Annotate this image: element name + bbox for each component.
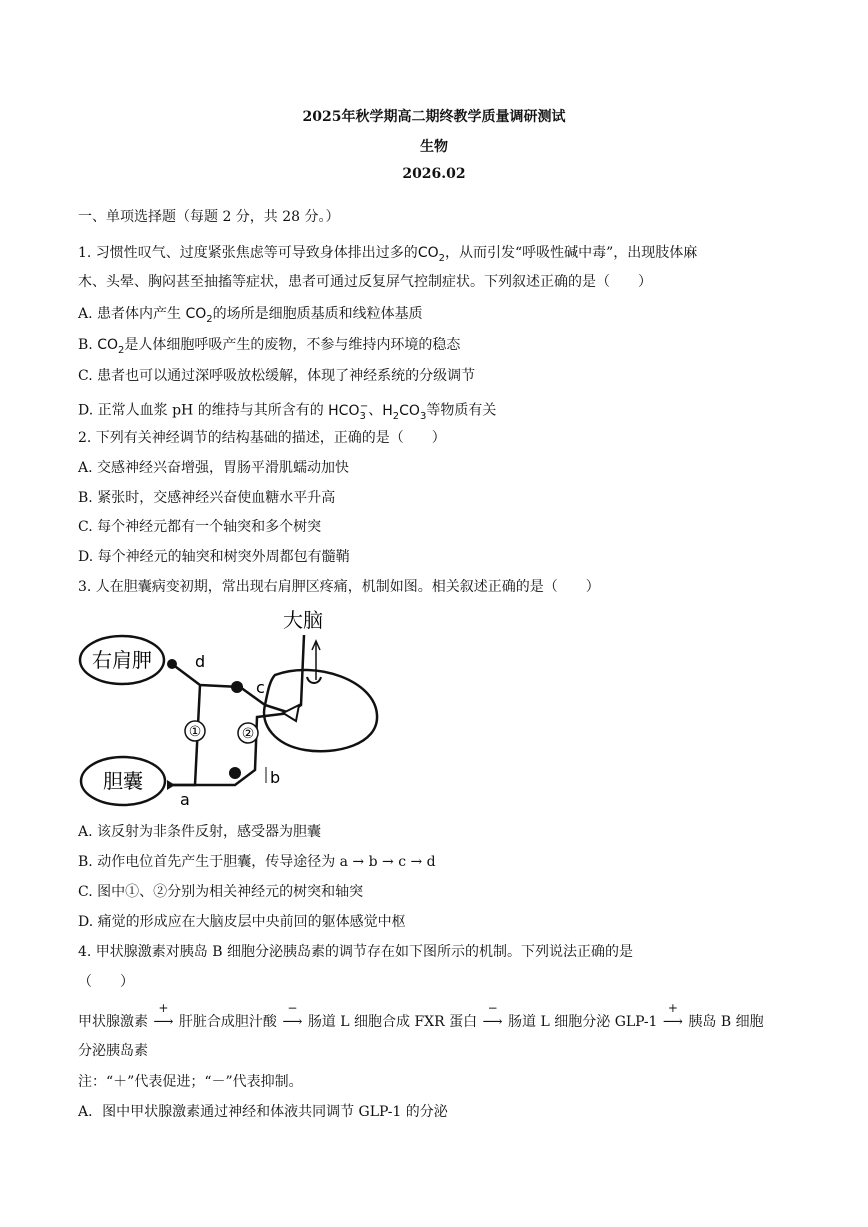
- q2-option-d: D. 每个神经元的轴突和树突外周都包有髓鞘: [78, 549, 350, 565]
- exam-date: 2026.02: [402, 166, 466, 182]
- label-circle-2: ②: [241, 726, 255, 742]
- q1-option-d: D. 正常人血浆 pH 的维持与其所含有的 $HCO_3^-$、$H_2CO_3$等物质有关: [78, 401, 497, 422]
- label-d: d: [195, 652, 206, 671]
- label-b: b: [270, 768, 281, 787]
- q1-stem-line2: 木、头晕、胸闷甚至抽搐等症状，患者可通过反复屏气控制症状。下列叙述正确的是（ ）: [78, 274, 652, 290]
- spinal-notch: [307, 677, 321, 683]
- q3-option-a: A. 该反射为非条件反射，感受器为胆囊: [78, 824, 322, 840]
- label-c: c: [256, 678, 265, 697]
- q2-stem: 2. 下列有关神经调节的结构基础的描述，正确的是（ ）: [78, 430, 446, 446]
- q4-option-a: A．图中甲状腺激素通过神经和体液共同调节 GLP-1 的分泌: [78, 1104, 448, 1120]
- co2-formula: $CO_2$: [97, 337, 125, 356]
- chain-fxr-protein: 肠道 L 细胞合成 FXR 蛋白: [307, 1014, 478, 1030]
- q1-option-a-part1: A. 患者体内产生: [78, 306, 182, 322]
- inhibit-arrow: − ⟶: [282, 1001, 303, 1030]
- shoulder-label: 右肩胛: [92, 648, 152, 672]
- promote-arrow: + ⟶: [662, 1001, 683, 1030]
- brain-label: 大脑: [283, 608, 323, 632]
- q1-option-d-part1: D. 正常人血浆 pH 的维持与其所含有的: [78, 402, 324, 419]
- q2-option-c: C. 每个神经元都有一个轴突和多个树突: [78, 519, 322, 535]
- hco3-formula: $HCO_3^-$: [328, 401, 369, 422]
- inhibit-sign: −: [287, 1001, 298, 1015]
- q1-option-d-part2: 等物质有关: [426, 402, 497, 419]
- promote-arrow: + ⟶: [153, 1001, 174, 1030]
- q3-option-d: D. 痛觉的形成应在大脑皮层中央前回的躯体感觉中枢: [78, 914, 406, 930]
- gallbladder-receptor-arrow: [167, 780, 175, 790]
- q1-stem-line1: [78, 243, 697, 269]
- q1-option-a: [78, 304, 423, 330]
- q1-option-b: [78, 335, 460, 361]
- q4-note: 注：“＋”代表促进；“－”代表抑制。: [78, 1074, 303, 1090]
- promote-sign: +: [667, 1001, 678, 1015]
- chain-islet-b-cell: 胰岛 B 细胞: [688, 1014, 764, 1030]
- q1-option-a-part2: 的场所是细胞质基质和线粒体基质: [212, 306, 423, 322]
- inhibit-sign: −: [487, 1001, 498, 1015]
- chain-glp1: 肠道 L 细胞分泌 GLP-1: [508, 1014, 658, 1030]
- q3-option-c: C. 图中①、②分别为相关神经元的树突和轴突: [78, 884, 364, 900]
- cell-body-b: [229, 767, 241, 779]
- q3-option-b: B. 动作电位首先产生于胆囊，传导途径为 a → b → c → d: [78, 854, 436, 870]
- neuron-d-path: [172, 664, 290, 713]
- q3-stem: 3. 人在胆囊病变初期，常出现右肩胛区疼痛，机制如图。相关叙述正确的是（ ）: [78, 579, 600, 595]
- label-circle-1: ①: [188, 724, 202, 740]
- co2-formula: $CO_2$: [417, 245, 445, 264]
- synapse-triangle: [283, 705, 299, 721]
- q4-answer-paren: （ ）: [78, 974, 134, 990]
- reflex-diagram: [75, 605, 395, 815]
- label-a: a: [180, 790, 190, 809]
- ascending-tract: [289, 635, 304, 713]
- h2co3-formula: $H_2CO_3$: [382, 402, 427, 422]
- q1-stem-part2: ，从而引发“呼吸性碱中毒”，出现肢体麻: [444, 245, 698, 261]
- co2-formula: $CO_2$: [185, 306, 213, 325]
- chain-thyroid-hormone: 甲状腺激素: [78, 1014, 148, 1030]
- gallbladder-label: 胆囊: [103, 769, 143, 793]
- q1-option-b-letter: B.: [78, 337, 98, 353]
- promote-sign: +: [158, 1001, 169, 1015]
- cell-body-c: [231, 681, 243, 693]
- chain-insulin-secretion: 分泌胰岛素: [78, 1043, 148, 1059]
- regulation-chain: [78, 1001, 764, 1032]
- subject-title: 生物: [420, 139, 448, 155]
- inhibit-arrow: − ⟶: [482, 1001, 503, 1030]
- exam-title: 2025年秋学期高二期终教学质量调研测试: [302, 109, 566, 125]
- q2-option-b: B. 紧张时，交感神经兴奋使血糖水平升高: [78, 490, 336, 506]
- q4-stem: 4. 甲状腺激素对胰岛 B 细胞分泌胰岛素的调节存在如下图所示的机制。下列说法正确的是: [78, 944, 633, 960]
- q1-stem-part1: 1. 习惯性叹气、过度紧张焦虑等可导致身体排出过多的: [78, 245, 418, 261]
- section-heading: 一、单项选择题（每题 2 分，共 28 分。）: [78, 209, 340, 225]
- q1-option-b-part2: 是人体细胞呼吸产生的废物，不参与维持内环境的稳态: [124, 337, 461, 353]
- q2-option-a: A. 交感神经兴奋增强，胃肠平滑肌蠕动加快: [78, 460, 350, 476]
- chain-bile-acid: 肝脏合成胆汁酸: [178, 1014, 277, 1030]
- q1-option-c: C. 患者也可以通过深呼吸放松缓解，体现了神经系统的分级调节: [78, 368, 476, 384]
